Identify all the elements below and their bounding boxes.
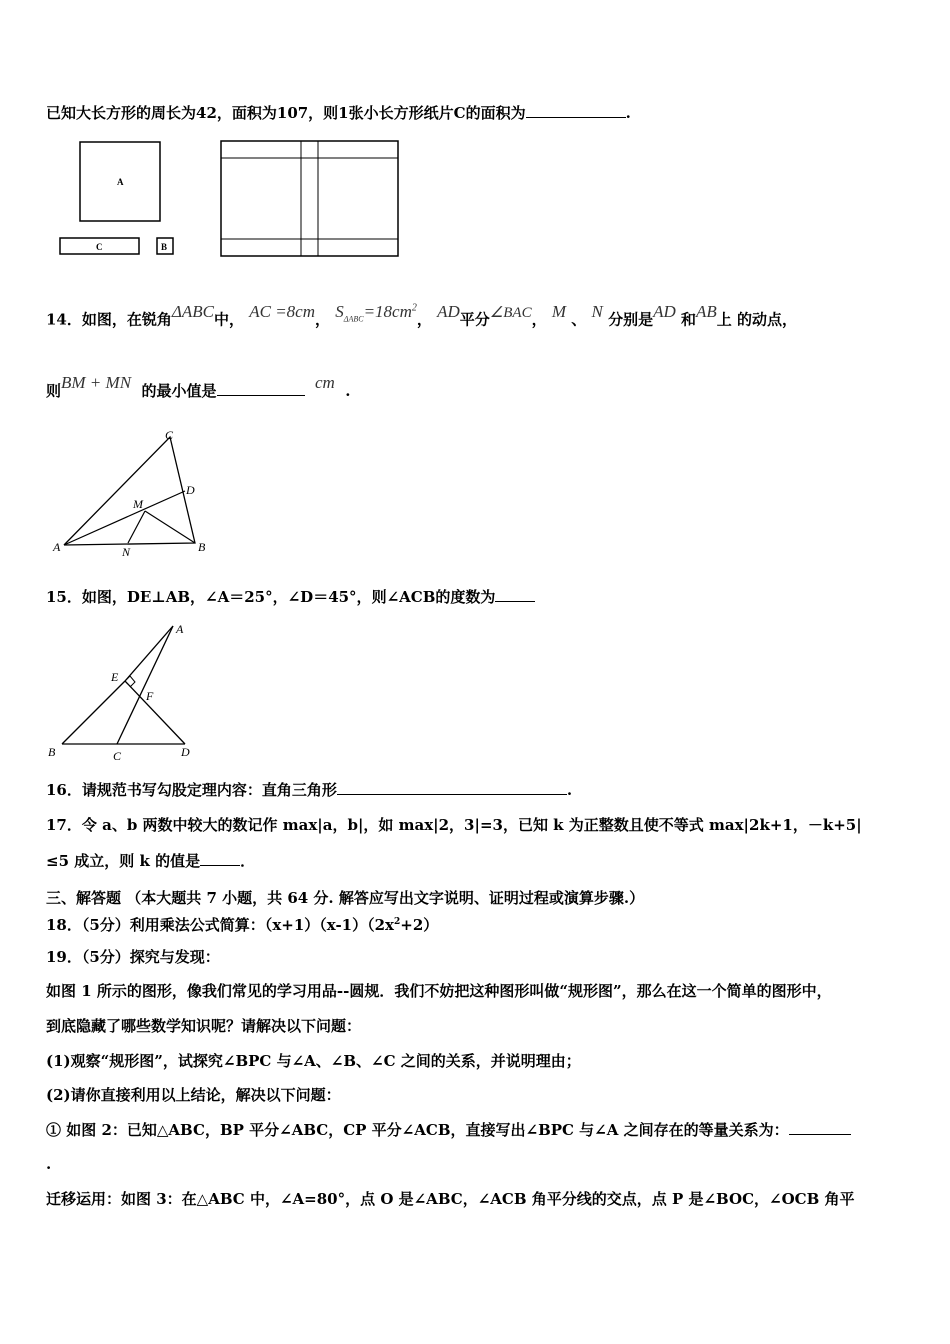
q19-p7: 迁移运用：如图 3：在△ABC 中，∠A=80°，点 O 是∠ABC，∠ACB 角平分线的交点，点 P 是∠BOC，∠OCB 角平 <box>46 1190 855 1208</box>
q15-text: 15．如图，DE⊥AB，∠A＝25°，∠D＝45°，则∠ACB的度数为 <box>46 587 535 607</box>
label-c: C <box>96 242 103 252</box>
q14-figure <box>50 425 220 560</box>
q19-p6: . <box>46 1155 52 1173</box>
label-f: F <box>146 689 154 703</box>
label-c: C <box>165 428 174 442</box>
q13-figure <box>55 138 405 260</box>
q15-figure <box>45 618 205 763</box>
q19-p1: 如图 1 所示的图形，像我们常见的学习用品--圆规．我们不妨把这种图形叫做“规形图”，那么在这一个简单的图形中， <box>46 982 832 1000</box>
q17-line1: 17．令 a、b 两数中较大的数记作 max|a，b|，如 max|2，3|=3，已知 k 为正整数且使不等式 max|2k+1，－k+5| <box>46 816 862 834</box>
label-b: B <box>161 242 168 252</box>
label-a: A <box>176 622 184 636</box>
label-b: B <box>198 540 206 554</box>
q19-p3: (1)观察“规形图”，试探究∠BPC 与∠A、∠B、∠C 之间的关系，并说明理由； <box>46 1052 581 1070</box>
q19-p4: (2)请你直接利用以上结论，解决以下问题： <box>46 1086 341 1104</box>
label-e: E <box>111 670 119 684</box>
section-3-heading: 三、解答题 （本大题共 7 小题，共 64 分. 解答应写出文字说明、证明过程或演算步骤.） <box>46 889 645 907</box>
q19-title: 19．（5分）探究与发现： <box>46 948 220 966</box>
q14-line2: 则BM + MN 的最小值是 cm . <box>46 373 351 400</box>
label-a: A <box>53 540 61 554</box>
label-m: M <box>133 497 143 511</box>
label-d: D <box>186 483 195 497</box>
label-a: A <box>117 177 124 187</box>
label-b: B <box>48 745 56 759</box>
q19-p5: ① 如图 2：已知△ABC，BP 平分∠ABC，CP 平分∠ACB，直接写出∠BPC 与∠A 之间存在的等量关系为： <box>46 1120 851 1140</box>
label-c: C <box>113 749 122 763</box>
q16-text: 16．请规范书写勾股定理内容：直角三角形 . <box>46 781 573 799</box>
q14-line1: 14．如图，在锐角ΔABC中， AC =8cm， $S_{\Delta ABC}=18cm^2$， AD平分∠BAC， M 、 N 分别是AD 和AB上 的动点， <box>46 301 798 329</box>
label-n: N <box>122 545 131 559</box>
q17-line2: ≤5 成立，则 k 的值是 ． <box>46 852 256 870</box>
label-d: D <box>181 745 190 759</box>
q13-text: 已知大长方形的周长为42，面积为107，则1张小长方形纸片C的面积为 . <box>46 104 631 122</box>
q18-text: 18．（5分）利用乘法公式简算：$(x+1)(x-1)(2x^2+2)$ <box>46 916 439 934</box>
q19-p2: 到底隐藏了哪些数学知识呢？请解决以下问题： <box>46 1017 362 1035</box>
